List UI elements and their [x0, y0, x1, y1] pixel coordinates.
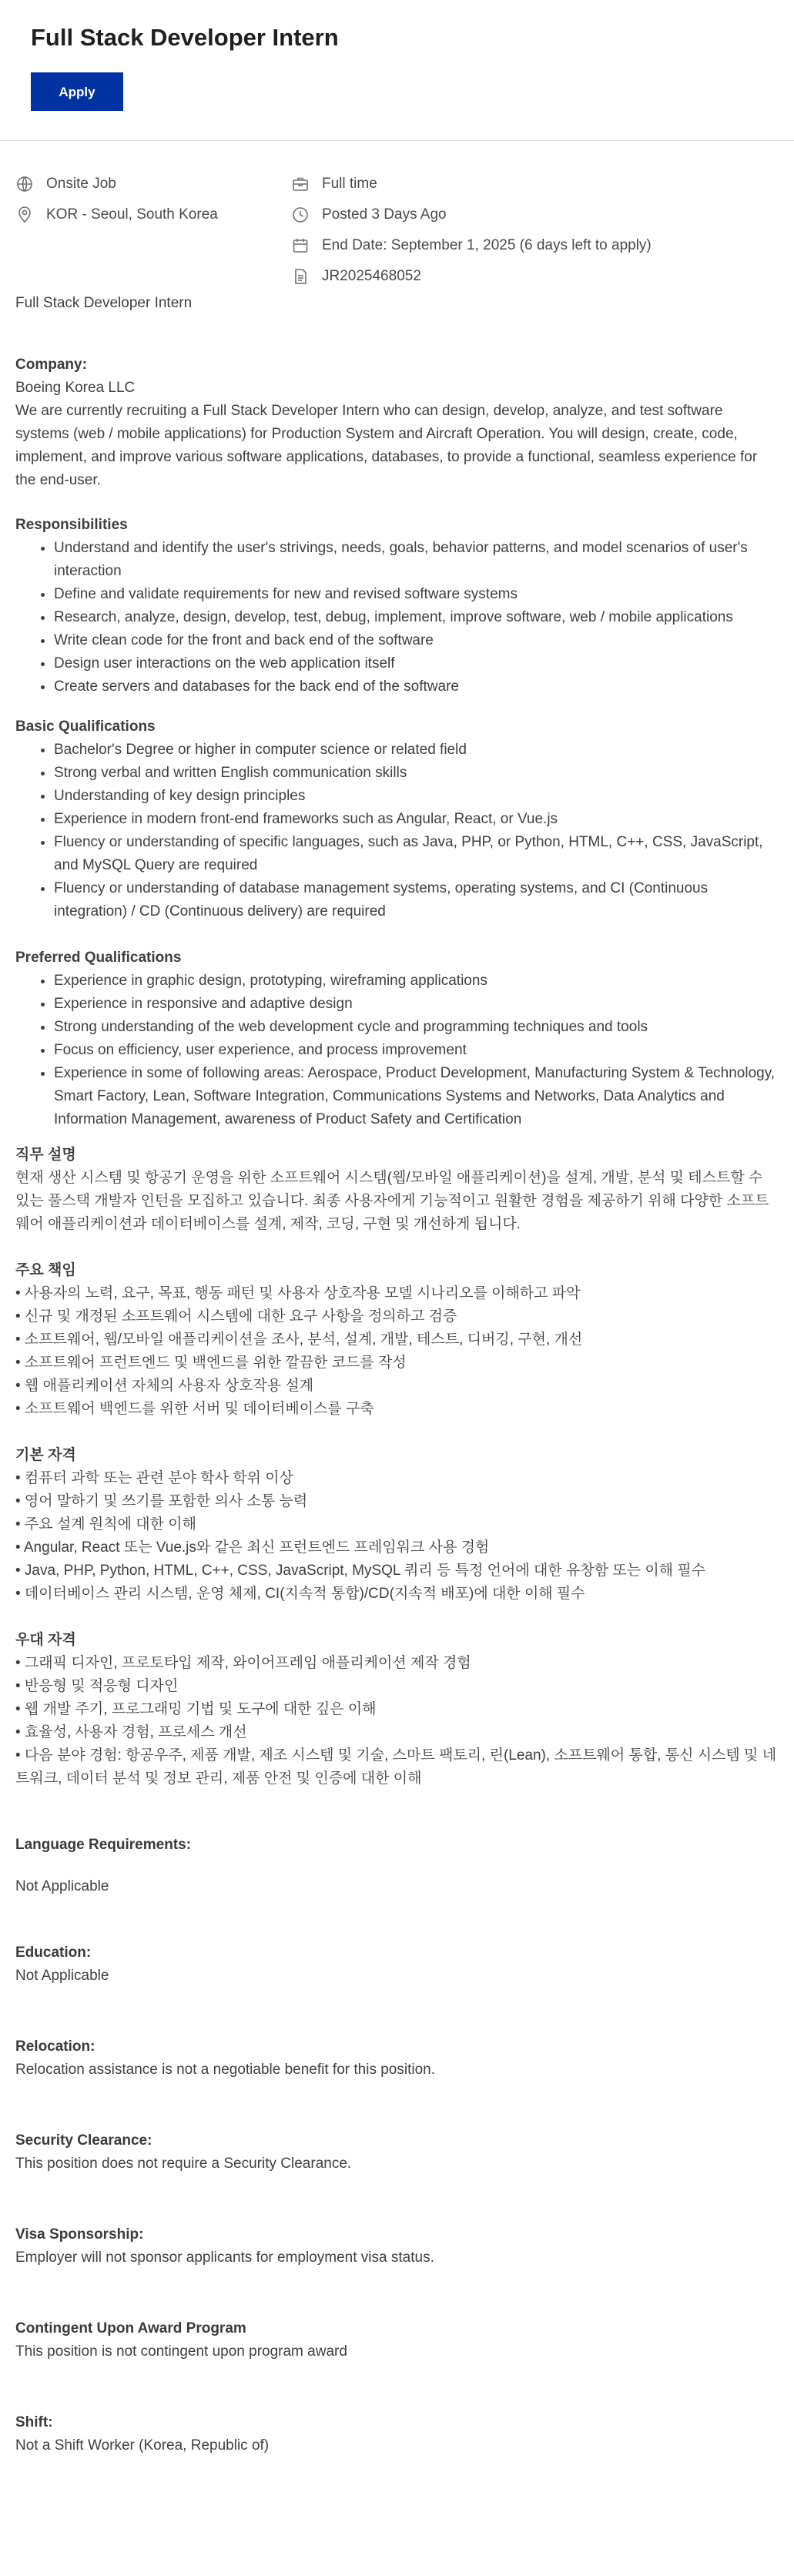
- award-label: Contingent Upon Award Program: [15, 2320, 246, 2336]
- kr-resp-title: 주요 책임: [15, 1262, 76, 1278]
- meta-location-type: [15, 169, 291, 199]
- job-header: [0, 0, 794, 141]
- visa-sponsorship: [15, 2223, 779, 2269]
- apply-button[interactable]: Apply: [31, 72, 123, 111]
- basic-qualifications-title: Basic Qualifications: [15, 719, 156, 735]
- list-item: • Experience in graphic design, prototyping, wireframing applications: [54, 970, 779, 993]
- list-item: • 데이터베이스 관리 시스템, 운영 체제, CI(지속적 통합)/CD(지속적 배포)에 대한 이해 필수: [15, 1586, 585, 1602]
- meta-posted-text: Posted 3 Days Ago: [322, 206, 447, 223]
- meta-posted: [291, 199, 652, 230]
- job-name: Full Stack Developer Intern: [15, 295, 193, 311]
- meta-time-type: [291, 169, 652, 199]
- education-label: Education:: [15, 1945, 92, 1961]
- contingent-upon-award: [15, 2317, 779, 2363]
- list-item: • 웹 개발 주기, 프로그래밍 기법 및 도구에 대한 깊은 이해: [15, 1701, 377, 1717]
- list-item: • 그래픽 디자인, 프로토타입 제작, 와이어프레임 애플리케이션 제작 경험: [15, 1655, 471, 1671]
- visa-label: Visa Sponsorship:: [15, 2226, 144, 2243]
- award-value: This position is not contingent upon program award: [15, 2343, 347, 2360]
- shift-value: Not a Shift Worker (Korea, Republic of): [15, 2437, 270, 2454]
- language-value: Not Applicable: [15, 1878, 109, 1894]
- kr-pref-title: 우대 자격: [15, 1632, 76, 1648]
- list-item: • Java, PHP, Python, HTML, C++, CSS, JavaScript, MySQL 쿼리 등 특정 언어에 대한 유창함 또는 이해 필수: [15, 1563, 706, 1579]
- list-item: • 주요 설계 원칙에 대한 이해: [15, 1516, 196, 1533]
- calendar-icon: [291, 236, 310, 255]
- preferred-qualifications-list: [15, 970, 779, 1131]
- list-item: • Understand and identify the user's strivings, needs, goals, behavior patterns, and model scenarios of user's interaction: [54, 537, 779, 583]
- shift: [15, 2411, 779, 2457]
- preferred-qualifications-title: Preferred Qualifications: [15, 950, 182, 966]
- list-item: • Strong understanding of the web development cycle and programming techniques and tools: [54, 1016, 779, 1039]
- list-item: • Experience in modern front-end frameworks such as Angular, React, or Vue.js: [54, 808, 779, 831]
- document-icon: [291, 267, 310, 286]
- intro-paragraph: We are currently recruiting a Full Stack Developer Intern who can design, develop, analyze, and test software systems (web / mobile applications) for Production System and Aircraft Operation. You will design, create, code, implement, and improve various software applications, databases, to provide a functional, seamless experience for the end-user.: [15, 403, 758, 488]
- meta-end-date-text: End Date: September 1, 2025 (6 days left to apply): [322, 237, 652, 253]
- kr-basic-title: 기본 자격: [15, 1447, 76, 1463]
- list-item: • 컴퓨터 과학 또는 관련 분야 학사 학위 이상: [15, 1470, 293, 1486]
- company-label: Company:: [15, 357, 87, 373]
- job-meta: [0, 141, 794, 292]
- list-item: • 소프트웨어 프런트엔드 및 백엔드를 위한 깔끔한 코드를 작성: [15, 1355, 407, 1371]
- list-item: • 사용자의 노력, 요구, 목표, 행동 패턴 및 사용자 상호작용 모델 시나리오를 이해하고 파악: [15, 1285, 581, 1301]
- list-item: • 반응형 및 적응형 디자인: [15, 1678, 179, 1694]
- responsibilities-title: Responsibilities: [15, 517, 128, 533]
- security-value: This position does not require a Security Clearance.: [15, 2156, 352, 2172]
- language-requirements: [15, 1834, 779, 1898]
- relocation-value: Relocation assistance is not a negotiable benefit for this position.: [15, 2062, 435, 2078]
- list-item: • Angular, React 또는 Vue.js와 같은 최신 프런트엔드 프레임워크 사용 경험: [15, 1539, 490, 1556]
- list-item: • Research, analyze, design, develop, test, debug, implement, improve software, web / mobile applications: [54, 606, 779, 629]
- education-value: Not Applicable: [15, 1968, 109, 1984]
- list-item: • Strong verbal and written English communication skills: [54, 762, 779, 785]
- responsibilities-list: [15, 537, 779, 698]
- list-item: • Focus on efficiency, user experience, and process improvement: [54, 1039, 779, 1062]
- list-item: • Experience in some of following areas: Aerospace, Product Development, Manufacturing System & Technology, Smart Factory, Lean, Software Integration, Communications Systems and Networks, Data Analytics and Information Management, awareness of Product Safety and Certification: [54, 1062, 779, 1131]
- meta-column-left: [15, 169, 291, 292]
- relocation: [15, 2035, 779, 2082]
- list-item: • 웹 애플리케이션 자체의 사용자 상호작용 설계: [15, 1378, 314, 1394]
- korean-responsibilities: [15, 1259, 779, 1421]
- basic-qualifications-list: [15, 739, 779, 923]
- list-item: • Write clean code for the front and back end of the software: [54, 629, 779, 652]
- list-item: • Fluency or understanding of database management systems, operating systems, and CI (Continuous integration) / CD (Continuous delivery) are required: [54, 877, 779, 923]
- kr-desc-title: 직무 설명: [15, 1147, 76, 1163]
- shift-label: Shift:: [15, 2414, 53, 2430]
- globe-icon: [15, 175, 34, 193]
- list-item: • 다음 분야 경험: 항공우주, 제품 개발, 제조 시스템 및 기술, 스마트 팩토리, 린(Lean), 소프트웨어 통합, 통신 시스템 및 네트워크, 데이터 분석 및 정보 관리, 제품 안전 및 인증에 대한 이해: [15, 1747, 777, 1787]
- list-item: • Fluency or understanding of specific languages, such as Java, PHP, or Python, HTML, C++, CSS, JavaScript, and MySQL Query are required: [54, 831, 779, 877]
- company-value: Boeing Korea LLC: [15, 380, 136, 396]
- meta-location-text: KOR - Seoul, South Korea: [46, 206, 218, 223]
- meta-end-date: [291, 230, 652, 261]
- security-clearance: [15, 2129, 779, 2176]
- korean-basic-qualifications: [15, 1444, 779, 1606]
- list-item: • 신규 및 개정된 소프트웨어 시스템에 대한 요구 사항을 정의하고 검증: [15, 1308, 457, 1325]
- list-item: • 소프트웨어 백엔드를 위한 서버 및 데이터베이스를 구축: [15, 1401, 374, 1417]
- list-item: • Design user interactions on the web application itself: [54, 652, 779, 675]
- meta-requisition-id: [291, 261, 652, 292]
- kr-desc-text: 현재 생산 시스템 및 항공기 운영을 위한 소프트웨어 시스템(웹/모바일 애플리케이션)을 설계, 개발, 분석 및 테스트할 수 있는 풀스택 개발자 인턴을 모집하고 있습니다. 최종 사용자에게 기능적이고 원활한 경험을 제공하기 위해 다양한 소프트웨어 애플리케이션과 데이터베이스를 설계, 제작, 코딩, 구현 및 개선하게 됩니다.: [15, 1170, 769, 1232]
- korean-description: [15, 1144, 779, 1236]
- meta-requisition-id-text: JR2025468052: [322, 268, 421, 284]
- language-label: Language Requirements:: [15, 1837, 192, 1853]
- list-item: • Experience in responsive and adaptive design: [54, 993, 779, 1016]
- list-item: • 영어 말하기 및 쓰기를 포함한 의사 소통 능력: [15, 1493, 308, 1509]
- meta-location-type-text: Onsite Job: [46, 176, 116, 192]
- list-item: • Bachelor's Degree or higher in computer science or related field: [54, 739, 779, 762]
- list-item: • Define and validate requirements for new and revised software systems: [54, 583, 779, 606]
- education: [15, 1941, 779, 1988]
- list-item: • 효율성, 사용자 경험, 프로세스 개선: [15, 1724, 247, 1740]
- security-label: Security Clearance:: [15, 2132, 152, 2149]
- visa-value: Employer will not sponsor applicants for employment visa status.: [15, 2249, 434, 2266]
- list-item: • 소프트웨어, 웹/모바일 애플리케이션을 조사, 분석, 설계, 개발, 테스트, 디버깅, 구현, 개선: [15, 1332, 583, 1348]
- company-block: [15, 353, 779, 400]
- meta-time-type-text: Full time: [322, 176, 377, 192]
- briefcase-icon: [291, 175, 310, 193]
- list-item: • Create servers and databases for the back end of the software: [54, 675, 779, 698]
- korean-preferred-qualifications: [15, 1629, 779, 1790]
- clock-icon: [291, 206, 310, 224]
- list-item: • Understanding of key design principles: [54, 785, 779, 808]
- job-description: [0, 292, 794, 2457]
- relocation-label: Relocation:: [15, 2038, 95, 2055]
- location-pin-icon: [15, 206, 34, 224]
- meta-location: [15, 199, 291, 230]
- meta-column-right: [291, 169, 652, 292]
- page-title: Full Stack Developer Intern: [31, 24, 339, 51]
